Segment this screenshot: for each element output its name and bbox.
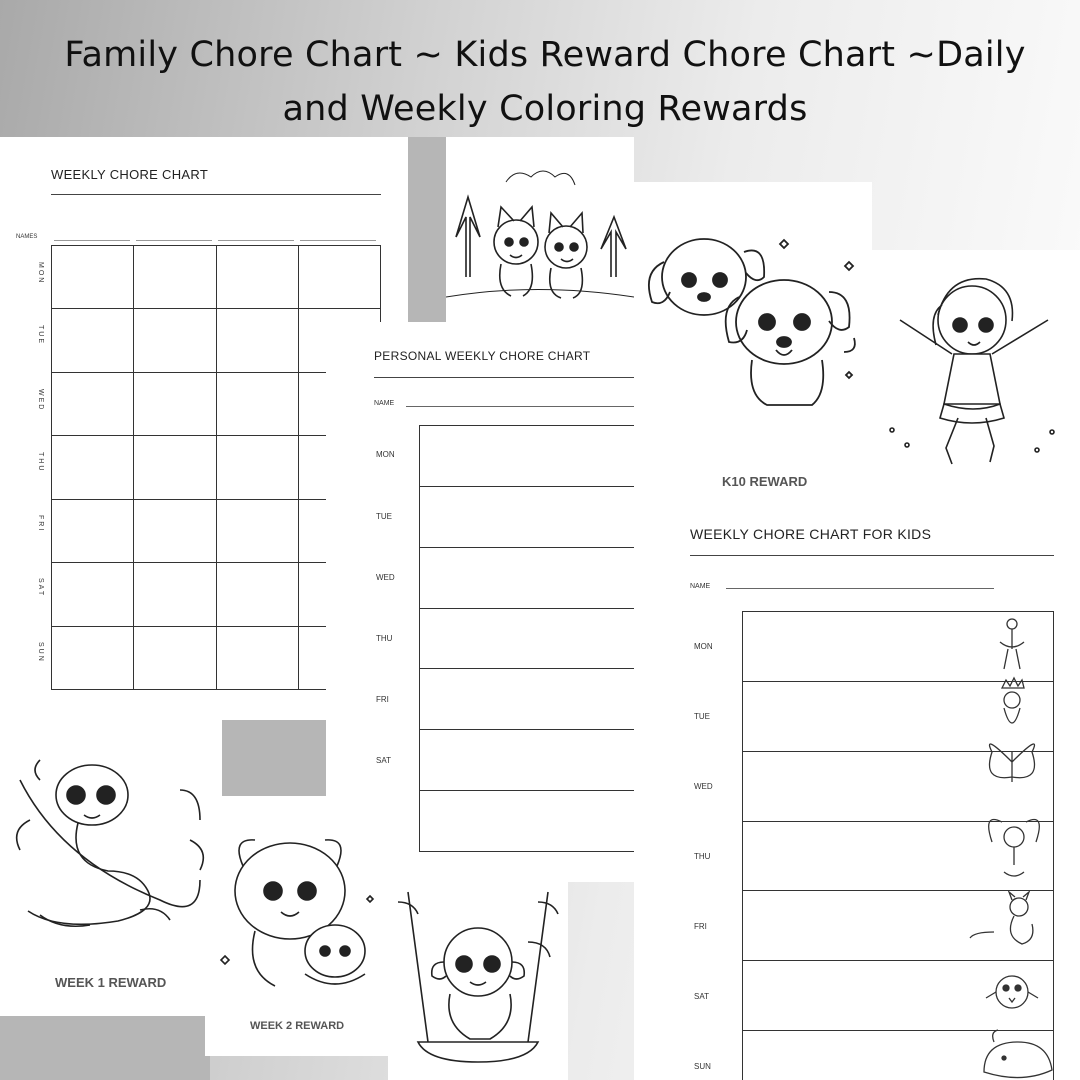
kids-day-fri: FRI bbox=[694, 922, 707, 931]
kids-day-tue: TUE bbox=[694, 712, 710, 721]
coloring-page-forest-cats bbox=[446, 137, 634, 322]
kids-name-label: NAME bbox=[690, 583, 711, 590]
kids-day-mon: MON bbox=[694, 642, 713, 651]
ballerina-icon bbox=[1000, 619, 1024, 669]
weekly-title-rule bbox=[51, 194, 381, 195]
kids-day-thu: THU bbox=[694, 852, 711, 861]
personal-day-sat: SAT bbox=[376, 756, 391, 765]
personal-day-tue: TUE bbox=[376, 512, 392, 521]
banner-title bbox=[20, 28, 1070, 136]
name-line-4 bbox=[300, 240, 376, 241]
forest-cats-illustration bbox=[446, 137, 634, 322]
week-1-reward-caption: WEEK 1 REWARD bbox=[55, 975, 167, 990]
kids-day-sun: SUN bbox=[694, 1062, 711, 1071]
princess-icon bbox=[1002, 678, 1024, 723]
grey-block-bottom bbox=[0, 1016, 210, 1080]
personal-day-fri: FRI bbox=[376, 695, 389, 704]
personal-day-wed: WED bbox=[376, 573, 395, 582]
coloring-page-lizard bbox=[0, 720, 222, 1016]
k10-reward-caption: K10 REWARD bbox=[722, 474, 808, 489]
coloring-page-monkey-swing bbox=[388, 882, 568, 1080]
puppies-illustration bbox=[634, 182, 872, 442]
coloring-page-tiger-cubs bbox=[205, 796, 388, 1056]
lizard-illustration bbox=[0, 720, 222, 960]
week-2-reward-caption: WEEK 2 REWARD bbox=[250, 1020, 345, 1032]
personal-day-thu: THU bbox=[376, 634, 393, 643]
name-line-3 bbox=[218, 240, 294, 241]
grey-block-middle bbox=[222, 720, 326, 796]
weekly-day-wed: WED bbox=[37, 389, 44, 412]
coloring-page-girl-jumping bbox=[872, 250, 1080, 505]
kids-chart-title: WEEKLY CHORE CHART FOR KIDS bbox=[690, 526, 932, 542]
weekly-day-sat: SAT bbox=[37, 578, 44, 598]
kids-row-icons bbox=[964, 612, 1054, 1080]
personal-chart-title: PERSONAL WEEKLY CHORE CHART bbox=[374, 349, 591, 363]
monkey-swing-illustration bbox=[388, 882, 568, 1080]
bird-icon bbox=[986, 976, 1038, 1008]
weekly-day-thu: THU bbox=[37, 452, 44, 473]
names-label: NAMES bbox=[16, 234, 38, 240]
name-line-2 bbox=[136, 240, 212, 241]
weekly-day-fri: FRI bbox=[37, 515, 44, 533]
banner-title-line-2: and Weekly Coloring Rewards bbox=[282, 89, 808, 129]
fairy-icon bbox=[989, 820, 1040, 877]
kids-name-line bbox=[726, 588, 994, 589]
weekly-day-tue: TUE bbox=[37, 325, 44, 345]
butterfly-icon bbox=[990, 744, 1035, 782]
name-line-1 bbox=[54, 240, 130, 241]
kids-day-sat: SAT bbox=[694, 992, 709, 1001]
weekly-day-mon: MON bbox=[37, 262, 44, 285]
girl-jumping-illustration bbox=[872, 250, 1080, 505]
tiger-cubs-illustration bbox=[205, 796, 388, 1006]
weekly-day-sun: SUN bbox=[37, 642, 44, 663]
kids-title-rule bbox=[690, 555, 1054, 556]
weekly-chart-title: WEEKLY CHORE CHART bbox=[51, 167, 209, 182]
whale-icon bbox=[984, 1030, 1052, 1078]
weekly-chore-chart-for-kids-sheet bbox=[634, 492, 1080, 1080]
banner-title-line-1: Family Chore Chart ~ Kids Reward Chore Chart ~Daily bbox=[64, 35, 1026, 75]
coloring-page-puppies bbox=[634, 182, 872, 492]
personal-day-mon: MON bbox=[376, 450, 395, 459]
personal-title-rule bbox=[374, 377, 634, 378]
personal-name-line bbox=[406, 406, 634, 407]
kids-day-wed: WED bbox=[694, 782, 713, 791]
personal-name-label: NAME bbox=[374, 400, 395, 407]
grey-block-top bbox=[408, 137, 448, 322]
personal-chore-grid bbox=[419, 425, 634, 852]
cat-icon bbox=[970, 892, 1033, 944]
